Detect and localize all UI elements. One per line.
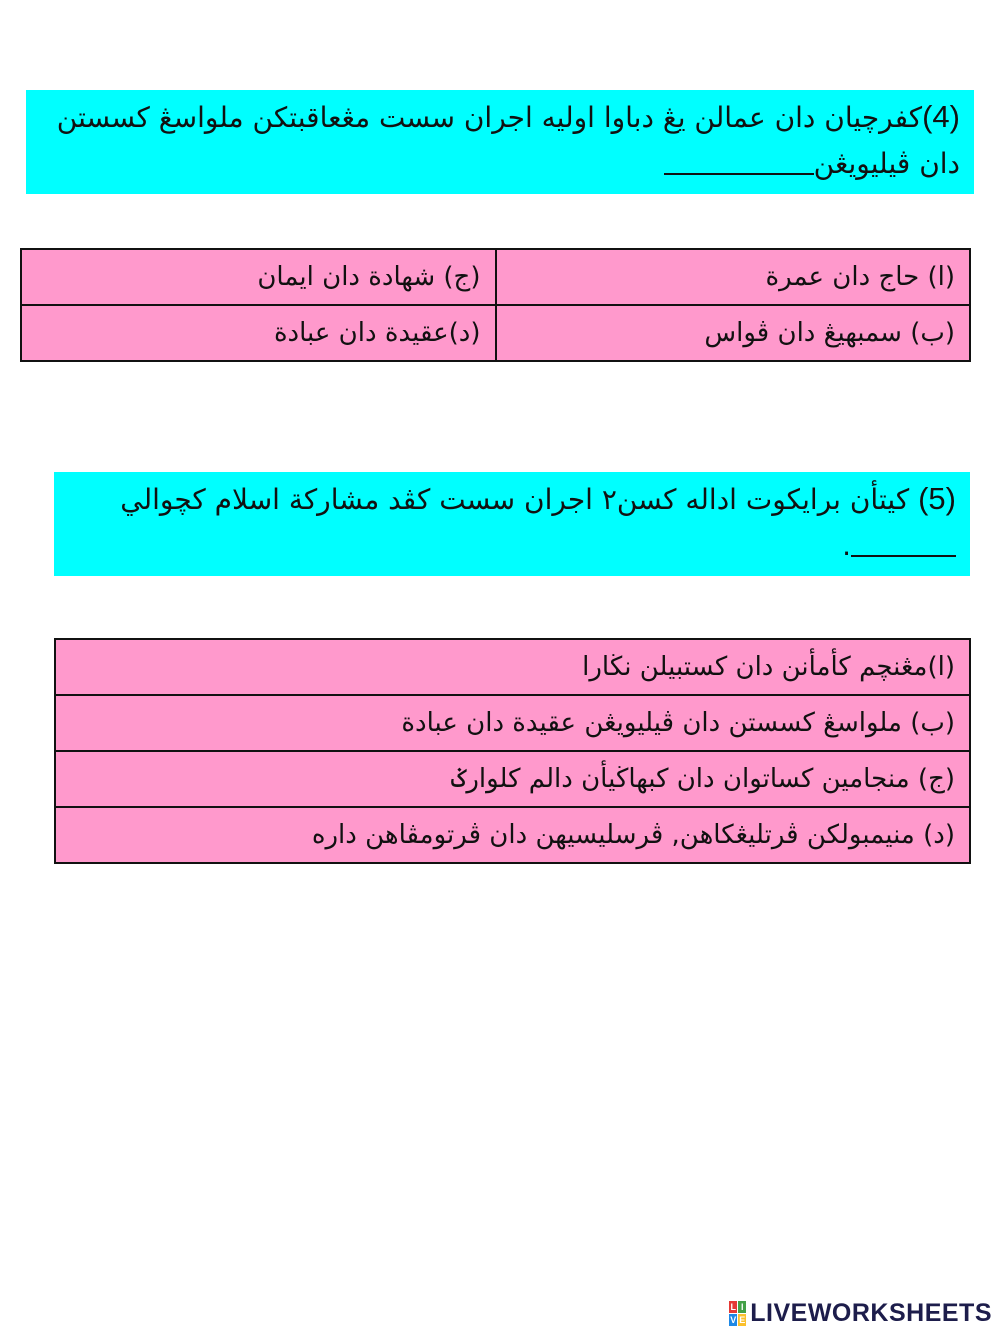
answer-blank-5[interactable] [851, 537, 956, 557]
options-row [55, 751, 970, 807]
option-c[interactable]: (ج) منجامين كساتوان دان كبهاڬيأن دالم كلوارݢ [55, 751, 970, 807]
question-5-end-mark: . [842, 529, 851, 562]
options-row [21, 305, 970, 361]
option-d[interactable]: (د)عقيدة دان عبادة [21, 305, 496, 361]
option-c[interactable]: (ج) شهادة دان ايمان [21, 249, 496, 305]
option-a[interactable]: (ا) حاج دان عمرة [496, 249, 971, 305]
question-5-text: کيتأن برايكوت اداله كسن٢ اجران سست كڤد مشارکة اسلام کچوالي [120, 483, 910, 516]
option-b[interactable]: (ب) ملواسڠ كسستن دان ڤيليويڠن عقيدة دان عبادة [55, 695, 970, 751]
logo-letter: L [730, 1301, 736, 1312]
question-5-number: (5) [918, 481, 956, 516]
option-d[interactable]: (د) منيمبولكن ڤرتليڠكاهن, ڤرسليسيهن دان ڤرتومڤاهن داره [55, 807, 970, 863]
logo-letter: E [739, 1314, 746, 1325]
logo-letter: I [738, 1301, 746, 1313]
logo-letter: V [730, 1314, 737, 1325]
question-4-options [20, 248, 971, 362]
options-row [55, 639, 970, 695]
option-a[interactable]: (ا)مڠنچم كأمأنن دان كستبيلن نڬارا [55, 639, 970, 695]
options-row [55, 695, 970, 751]
answer-blank-4[interactable] [664, 155, 814, 175]
question-4-number: (4) [922, 99, 960, 134]
question-5-options [54, 638, 971, 864]
option-b[interactable]: (ب) سمبهيڠ دان ڤواس [496, 305, 971, 361]
options-row [21, 249, 970, 305]
question-4-text: كفرچيان دان عمالن يڠ دباوا اوليه اجران سست مڠعاقبتکن ملواسڠ کسستن دان ڤيليويڠن [56, 101, 960, 180]
options-row [55, 807, 970, 863]
logo-text: LIVEWORKSHEETS [750, 1298, 992, 1327]
logo-mark-icon [729, 1301, 746, 1326]
question-4 [26, 90, 974, 194]
liveworksheets-logo [729, 1298, 992, 1328]
question-5 [54, 472, 970, 576]
